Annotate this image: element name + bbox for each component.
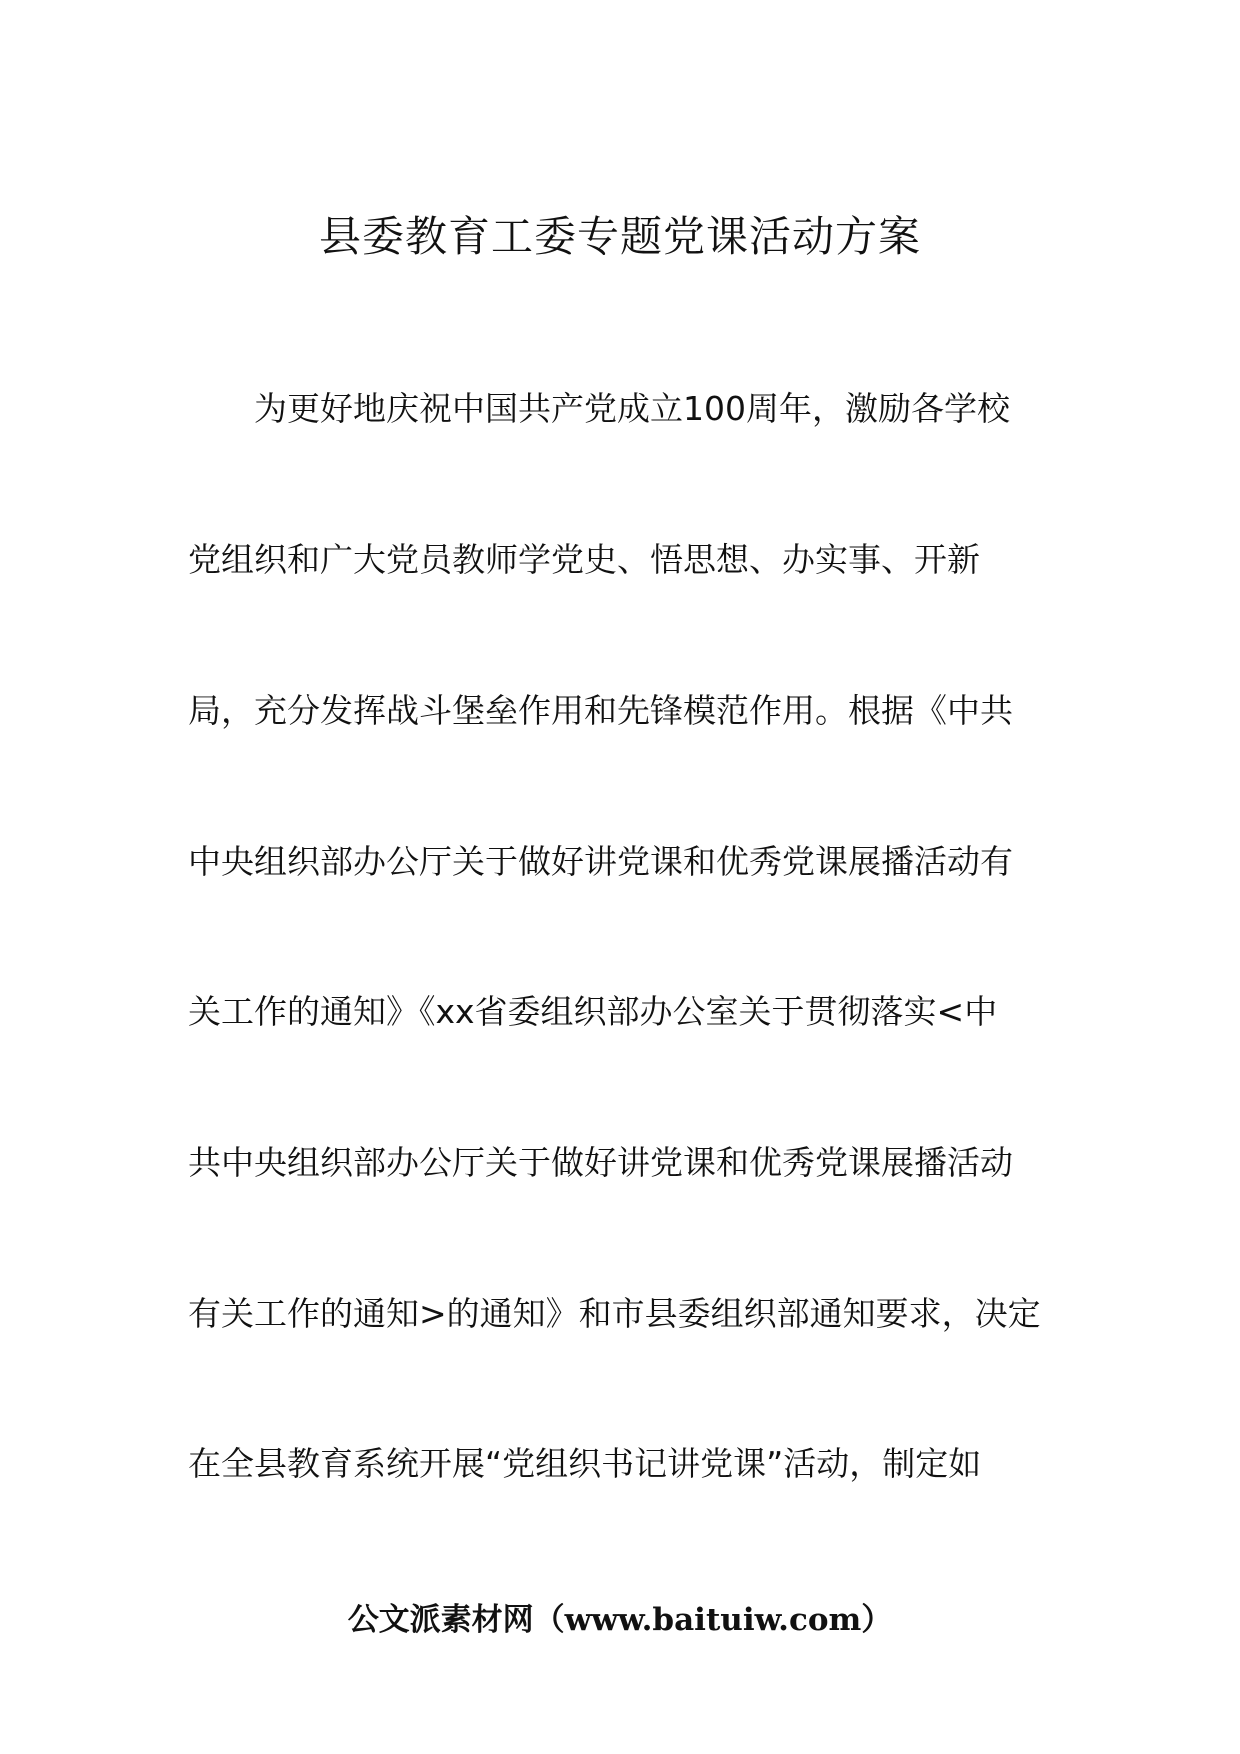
paragraph-line: 有关工作的通知>的通知》和市县委组织部通知要求，决定 xyxy=(188,1294,1041,1333)
paragraph-line: 为更好地庆祝中国共产党成立100周年，激励各学校 xyxy=(254,389,1010,428)
paragraph-line: 在全县教育系统开展“党组织书记讲党课”活动，制定如 xyxy=(188,1444,982,1483)
document-title: 县委教育工委专题党课活动方案 xyxy=(318,212,921,261)
paragraph-line: 共中央组织部办公厅关于做好讲党课和优秀党课展播活动 xyxy=(188,1143,1013,1182)
paragraph-line: 党组织和广大党员教师学党史、悟思想、办实事、开新 xyxy=(188,540,980,579)
paragraph-line: 局，充分发挥战斗堡垒作用和先锋模范作用。根据《中共 xyxy=(188,691,1013,730)
paragraph-line: 关工作的通知》《xx省委组织部办公室关于贯彻落实<中 xyxy=(188,992,998,1031)
paragraph-line: 中央组织部办公厅关于做好讲党课和优秀党课展播活动有 xyxy=(188,842,1013,881)
footer-source-text: 公文派素材网（www.baituiw.com） xyxy=(347,1602,893,1638)
